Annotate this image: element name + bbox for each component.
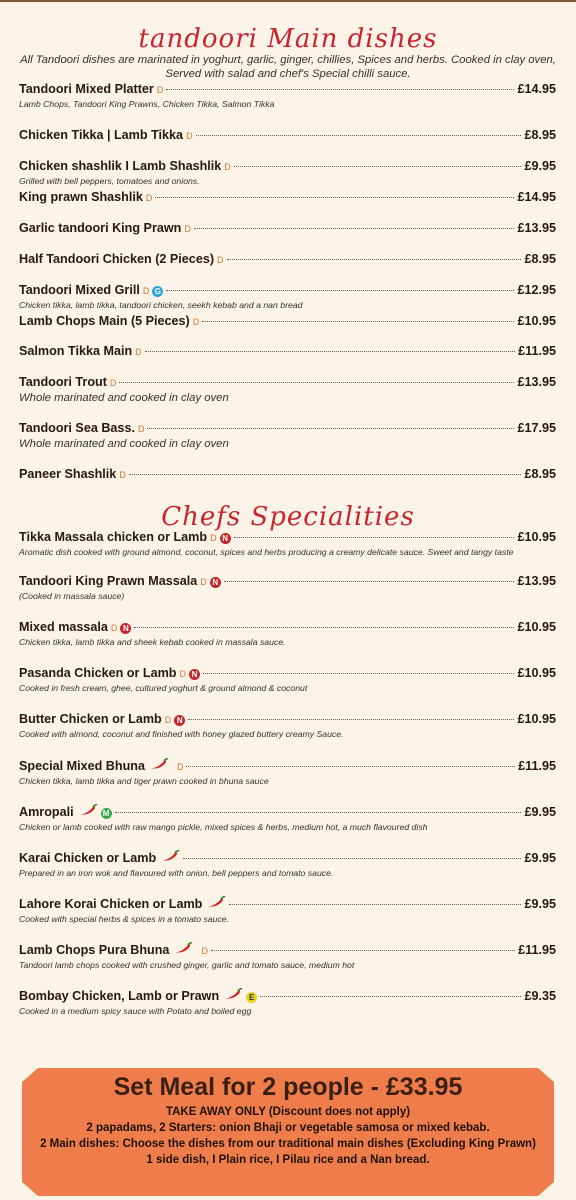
dish-name: Lahore Korai Chicken or Lamb <box>19 897 203 911</box>
dish-price: £17.95 <box>517 421 556 435</box>
menu-item-row <box>19 804 556 819</box>
dairy-mark: D <box>200 577 207 587</box>
menu-item <box>19 712 556 739</box>
dish-name: Tandoori Mixed Platter <box>19 82 154 96</box>
menu-item <box>19 375 556 404</box>
dish-price: £8.95 <box>524 128 556 142</box>
chili-pepper-icon <box>206 896 226 908</box>
dish-price: £10.95 <box>517 666 556 680</box>
dish-description: Chicken tikka, lamb tikka and sheek kebab cooked in massala sauce. <box>19 637 286 647</box>
dot-leader <box>194 228 515 229</box>
menu-item <box>19 252 556 266</box>
dot-leader <box>203 673 514 674</box>
dish-price: £9.35 <box>524 989 556 1003</box>
set-meal-sides: 1 side dish, I Plain rice, I Pilau rice and a Nan bread. <box>146 1154 430 1166</box>
dish-price: £11.95 <box>518 344 556 358</box>
menu-item-row <box>19 252 556 266</box>
dish-name: Tandoori King Prawn Massala <box>19 574 198 588</box>
dairy-mark: D <box>145 193 153 203</box>
menu-item <box>19 666 556 693</box>
dish-description: (Cooked in massala sauce) <box>19 591 125 601</box>
menu-item <box>19 344 556 358</box>
dot-leader <box>234 537 515 538</box>
dish-description: Aromatic dish cooked with ground almond, coconut, spices and herbs producing a creamy delicate sauce. Sweet and tangy taste <box>19 547 514 557</box>
dish-name: Salmon Tikka Main <box>19 344 133 358</box>
menu-item <box>19 942 556 970</box>
menu-item-row <box>19 190 556 204</box>
tandoori-intro-line-1: All Tandoori dishes are marinated in yoghurt, garlic, ginger, chillies, Spices and herbs. Cooked in clay oven, <box>20 54 556 66</box>
dairy-mark: D <box>176 762 184 772</box>
allergen-badge: N <box>174 715 185 726</box>
dish-name: Karai Chicken or Lamb <box>19 851 157 865</box>
menu-item <box>19 758 556 786</box>
allergen-badge: N <box>220 533 231 544</box>
allergen-badge: N <box>210 577 221 588</box>
set-meal-takeaway-note: TAKE AWAY ONLY (Discount does not apply) <box>165 1106 411 1118</box>
dish-description: Chicken tikka, lamb tikka, tandoori chicken, seekh kebab and a nan bread <box>19 300 303 310</box>
dairy-mark: D <box>217 255 224 265</box>
menu-item-row <box>19 344 556 358</box>
dot-leader <box>145 351 516 352</box>
menu-item <box>19 804 556 832</box>
menu-item <box>19 988 556 1016</box>
dairy-mark: D <box>137 424 145 434</box>
dish-description: Cooked with special herbs & spices in a tomato sauce. <box>19 914 230 924</box>
dot-leader <box>260 996 521 997</box>
dairy-mark: D <box>186 131 193 141</box>
allergen-badge: N <box>189 669 200 680</box>
dish-name: Bombay Chicken, Lamb or Prawn <box>19 989 220 1003</box>
chili-pepper-icon <box>78 804 98 816</box>
dish-price: £10.95 <box>517 530 556 544</box>
dish-description: Chicken tikka, lamb tikka and tiger prawn cooked in bhuna sauce <box>19 776 269 786</box>
dairy-mark: D <box>179 669 186 679</box>
allergen-badge: G <box>152 286 163 297</box>
dish-price: £9.95 <box>524 159 556 173</box>
menu-item-row <box>19 314 556 328</box>
dish-name: Tikka Massala chicken or Lamb <box>19 530 208 544</box>
dish-name: Lamb Chops Pura Bhuna <box>19 943 170 957</box>
menu-item-row <box>19 221 556 235</box>
menu-item-row <box>19 620 556 634</box>
dish-price: £14.95 <box>517 190 556 204</box>
dish-name: Chicken Tikka | Lamb Tikka <box>19 128 184 142</box>
dish-price: £8.95 <box>524 252 556 266</box>
menu-item <box>19 467 556 481</box>
dish-price: £9.95 <box>524 851 556 865</box>
dot-leader <box>115 812 522 813</box>
dot-leader <box>147 428 514 429</box>
dish-price: £13.95 <box>517 221 556 235</box>
dish-name: Special Mixed Bhuna <box>19 759 145 773</box>
menu-item-row <box>19 896 556 911</box>
menu-item <box>19 221 556 235</box>
dish-description: Grilled with bell peppers, tomatoes and onions. <box>19 176 200 186</box>
dairy-mark: D <box>224 162 231 172</box>
dish-description: Chicken or lamb cooked with raw mango pickle, mixed spices & herbs, medium hot, a much flavoured dish <box>19 822 428 832</box>
top-border <box>0 0 576 2</box>
dairy-mark: D <box>156 85 164 95</box>
dish-description: Lamb Chops, Tandoori King Prawns, Chicken Tikka, Salmon Tikka <box>19 99 275 109</box>
set-meal-starters: 2 papadams, 2 Starters: onion Bhaji or vegetable samosa or mixed kebab. <box>86 1122 490 1134</box>
dot-leader <box>134 627 514 628</box>
dish-price: £13.95 <box>517 375 556 389</box>
dot-leader <box>227 259 522 260</box>
dish-price: £13.95 <box>517 574 556 588</box>
dish-description: Cooked with almond, coconut and finished with honey glazed buttery creamy Sauce. <box>19 729 344 739</box>
menu-item-row <box>19 574 556 588</box>
dairy-mark: D <box>184 224 191 234</box>
set-meal-mains: 2 Main dishes: Choose the dishes from our traditional main dishes (Excluding King Prawn) <box>40 1138 536 1150</box>
dot-leader <box>166 290 514 291</box>
dot-leader <box>119 382 514 383</box>
dot-leader <box>211 950 515 951</box>
chili-pepper-icon <box>160 850 180 862</box>
menu-item <box>19 159 556 186</box>
menu-item <box>19 850 556 878</box>
dish-price: £9.95 <box>524 805 556 819</box>
dot-leader <box>129 474 522 475</box>
dish-price: £10.95 <box>517 712 556 726</box>
menu-item <box>19 128 556 142</box>
menu-item <box>19 190 556 204</box>
menu-item-row <box>19 159 556 173</box>
dish-description: Tandoori lamb chops cooked with crushed ginger, garlic and tomato sauce, medium hot <box>19 960 355 970</box>
dish-name: Mixed massala <box>19 620 108 634</box>
chili-pepper-icon <box>223 988 243 1000</box>
dish-description: Prepared in an iron wok and flavoured with onion, bell peppers and tomato sauce. <box>19 868 334 878</box>
dish-name: Paneer Shashlik <box>19 467 117 481</box>
dot-leader <box>155 197 514 198</box>
tandoori-section-title: tandoori Main dishes <box>138 24 438 54</box>
menu-item-row <box>19 758 556 773</box>
dot-leader <box>196 135 522 136</box>
chili-pepper-icon <box>173 942 193 954</box>
menu-item-row <box>19 942 556 957</box>
menu-item <box>19 82 556 109</box>
allergen-badge: N <box>120 623 131 634</box>
dish-name: Tandoori Sea Bass. <box>19 421 135 435</box>
menu-item-row <box>19 850 556 865</box>
dish-price: £11.95 <box>518 943 556 957</box>
dish-name: Tandoori Trout <box>19 375 107 389</box>
dairy-mark: D <box>110 623 118 633</box>
dish-name: King prawn Shashlik <box>19 190 143 204</box>
menu-item <box>19 283 556 310</box>
allergen-badge: E <box>246 992 257 1003</box>
dish-name: Tandoori Mixed Grill <box>19 283 140 297</box>
dish-price: £12.95 <box>517 283 556 297</box>
dot-leader <box>202 321 514 322</box>
set-meal-title: Set Meal for 2 people - £33.95 <box>113 1073 463 1101</box>
dish-name: Pasanda Chicken or Lamb <box>19 666 177 680</box>
menu-item <box>19 421 556 450</box>
dish-name: Amropali <box>19 805 74 819</box>
dish-price: £10.95 <box>517 620 556 634</box>
allergen-badge: M <box>101 808 112 819</box>
chili-pepper-icon <box>149 758 169 770</box>
dish-name: Half Tandoori Chicken (2 Pieces) <box>19 252 215 266</box>
menu-item <box>19 314 556 328</box>
menu-item <box>19 530 556 557</box>
dot-leader <box>166 89 514 90</box>
dot-leader <box>229 904 521 905</box>
dairy-mark: D <box>201 946 208 956</box>
menu-item-row <box>19 375 556 389</box>
dish-description: Whole marinated and cooked in clay oven <box>19 392 229 404</box>
dish-price: £8.95 <box>524 467 556 481</box>
dot-leader <box>234 166 522 167</box>
dish-name: Butter Chicken or Lamb <box>19 712 162 726</box>
menu-item <box>19 620 556 647</box>
dairy-mark: D <box>119 470 126 480</box>
menu-item-row <box>19 421 556 435</box>
dish-description: Cooked in a medium spicy sauce with Potato and boiled egg <box>19 1006 252 1016</box>
dairy-mark: D <box>164 715 172 725</box>
menu-item-row <box>19 467 556 481</box>
dish-description: Cooked in fresh cream, ghee, cultured yoghurt & ground almond & coconut <box>19 683 308 693</box>
dish-name: Garlic tandoori King Prawn <box>19 221 182 235</box>
dairy-mark: D <box>210 533 217 543</box>
menu-item-row <box>19 283 556 297</box>
menu-item <box>19 574 556 601</box>
menu-item <box>19 896 556 924</box>
dish-price: £9.95 <box>524 897 556 911</box>
dot-leader <box>188 719 514 720</box>
dish-name: Chicken shashlik I Lamb Shashlik <box>19 159 222 173</box>
menu-item-row <box>19 712 556 726</box>
dairy-mark: D <box>192 317 200 327</box>
dish-price: £11.95 <box>518 759 556 773</box>
dairy-mark: D <box>109 378 117 388</box>
menu-item-row <box>19 988 556 1003</box>
dish-description: Whole marinated and cooked in clay oven <box>19 438 229 450</box>
tandoori-intro-line-2: Served with salad and chef's Special chilli sauce. <box>165 68 411 80</box>
dairy-mark: D <box>135 347 142 357</box>
dairy-mark: D <box>142 286 150 296</box>
menu-item-row <box>19 666 556 680</box>
menu-item-row <box>19 530 556 544</box>
dish-price: £10.95 <box>517 314 556 328</box>
dish-name: Lamb Chops Main (5 Pieces) <box>19 314 190 328</box>
dot-leader <box>186 766 515 767</box>
dot-leader <box>183 858 521 859</box>
dish-price: £14.95 <box>517 82 556 96</box>
menu-item-row <box>19 128 556 142</box>
specialities-section-title: Chefs Specialities <box>161 502 415 532</box>
dot-leader <box>224 581 515 582</box>
menu-item-row <box>19 82 556 96</box>
